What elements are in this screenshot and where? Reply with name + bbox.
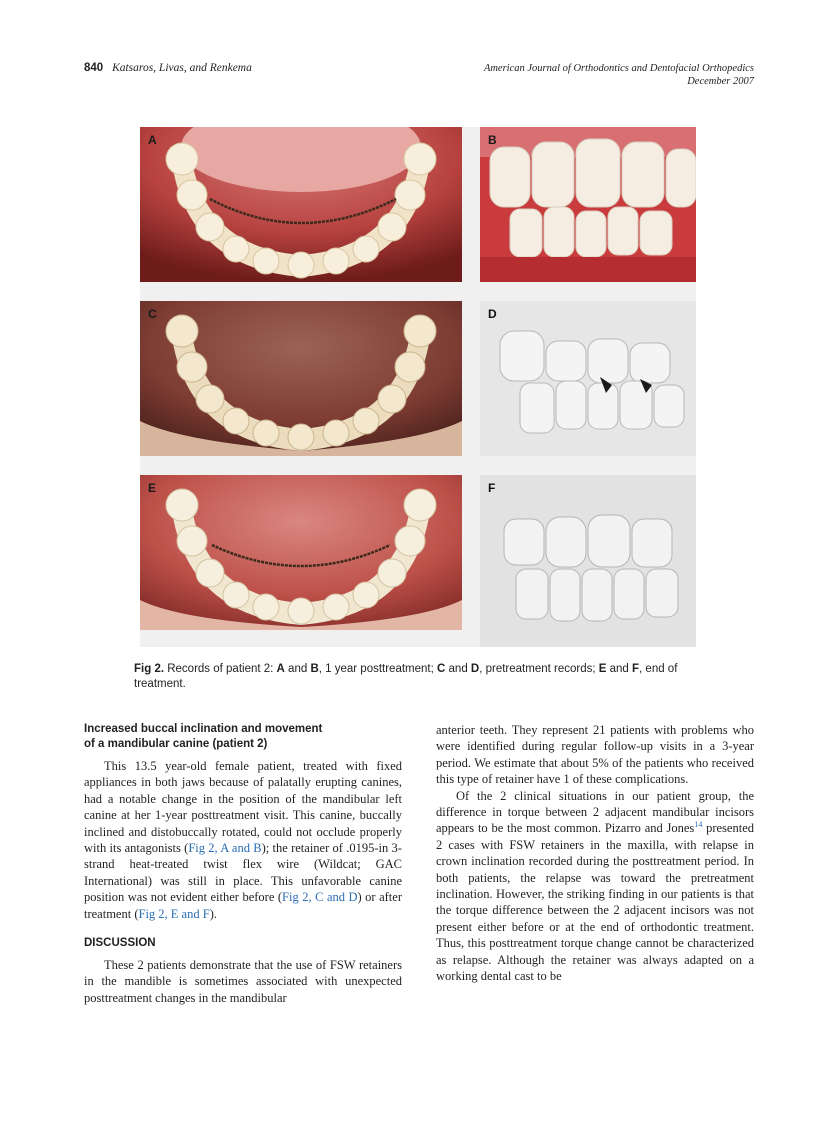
caption-text: , 1 year posttreatment;	[318, 663, 438, 675]
panel-label-b: B	[488, 133, 497, 147]
paragraph-continued: anterior teeth. They represent 21 patients with problems who were identified during regular follow-up visits in a 3-year period. We estimate that about 5% of the patients who received this type of retainer have 1 of these complications.	[436, 723, 754, 787]
body-text: ) or after treatment (	[84, 890, 402, 921]
page-number: 840	[84, 62, 104, 74]
caption-ref: F	[632, 663, 640, 675]
caption-text: , end of treatment.	[134, 663, 678, 690]
photo-frontal-b	[480, 127, 696, 282]
paragraph-discussion: These 2 patients demonstrate that the use of FSW retainers in the mandible is sometimes associated with unexpected posttreatment changes in the mandibular	[84, 958, 402, 1005]
body-text: presented 2 cases with FSW retainers in the maxilla, with relapse in crown inclination recorded during the posttreatment period. In both patients, the relapse was toward the pretreatment inclination. However, the striking finding in our patients is that the torque difference between the 2 adjacent incisors was not present either before or at the end of orthodontic treatment. Thus, this posttreatment torque change cannot be characterized as relapse. Although the retainer was always adapted on a working dental cast to be	[436, 821, 754, 984]
paragraph-patient2	[84, 758, 402, 922]
heading-line: Increased buccal inclination and movement	[84, 723, 323, 735]
header-right	[484, 62, 754, 88]
caption-text: Records of patient 2:	[167, 663, 277, 675]
caption-text: , pretreatment records;	[479, 663, 599, 675]
panel-label-c: C	[148, 307, 157, 321]
body-text: Of the 2 clinical situations in our patient group, the difference in torque between 2 adjacent mandibular incisors appears to be the most common. Pizarro and Jones	[436, 788, 754, 836]
figure-reference-link[interactable]: Fig 2, E and F	[138, 906, 210, 921]
figure-panel-a	[140, 127, 462, 282]
caption-label: Fig 2.	[134, 663, 165, 675]
figure-panel-e	[140, 475, 462, 630]
caption-text: and	[284, 663, 311, 675]
caption-text: and	[445, 663, 471, 675]
journal-title: American Journal of Orthodontics and Dentofacial Orthopedics	[483, 63, 754, 74]
caption-ref: A	[276, 663, 285, 675]
caption-ref: E	[598, 663, 607, 675]
body-text: This 13.5 year-old female patient, treated with fixed appliances in both jaws because of palatally erupting canines, had a notable change in the position of the mandibular left canine at her 1-year posttreatment visit. This canine, buccally inclined and distobuccally rotated, could not occlude properly with its antagonists (	[84, 759, 402, 856]
author-names: Katsaros, Livas, and Renkema	[112, 62, 252, 74]
panel-label-d: D	[488, 307, 497, 321]
left-column	[84, 722, 402, 1006]
figure-panel-c	[140, 301, 462, 456]
photo-dental-cast-f	[480, 475, 696, 647]
photo-occlusal-arch-a	[140, 127, 462, 282]
figure-reference-link[interactable]: Fig 2, A and B	[188, 841, 262, 856]
panel-label-f: F	[488, 481, 496, 495]
figure-panel-b	[480, 127, 696, 282]
photo-occlusal-arch-c	[140, 301, 462, 456]
issue-date: December 2007	[687, 76, 754, 87]
paragraph-clinical-situations	[436, 788, 754, 985]
section-heading-discussion: DISCUSSION	[84, 937, 156, 950]
panel-label-e: E	[148, 481, 157, 495]
header-left	[84, 62, 252, 74]
caption-ref: D	[470, 663, 480, 675]
right-column	[436, 722, 754, 985]
body-text: ).	[209, 906, 217, 921]
caption-text: and	[606, 663, 632, 675]
figure-reference-link[interactable]: Fig 2, C and D	[282, 890, 358, 905]
panel-label-a: A	[148, 133, 157, 147]
section-heading-patient2	[84, 722, 402, 752]
caption-ref: B	[310, 663, 319, 675]
heading-line: of a mandibular canine (patient 2)	[84, 738, 268, 750]
body-text: ); the retainer of .0195-in 3-strand heat-treated twist flex wire (Wildcat; GAC International) was still in place. This unfavorable canine position was not evident either before (	[84, 841, 402, 905]
figure-panel-d	[480, 301, 696, 456]
citation-superscript-link[interactable]: 14	[694, 820, 703, 830]
photo-occlusal-arch-e	[140, 475, 462, 630]
photo-dental-cast-d	[480, 301, 696, 456]
figure-caption	[134, 662, 719, 692]
caption-ref: C	[437, 663, 446, 675]
running-header	[84, 62, 754, 96]
figure-panel-f	[480, 475, 696, 647]
